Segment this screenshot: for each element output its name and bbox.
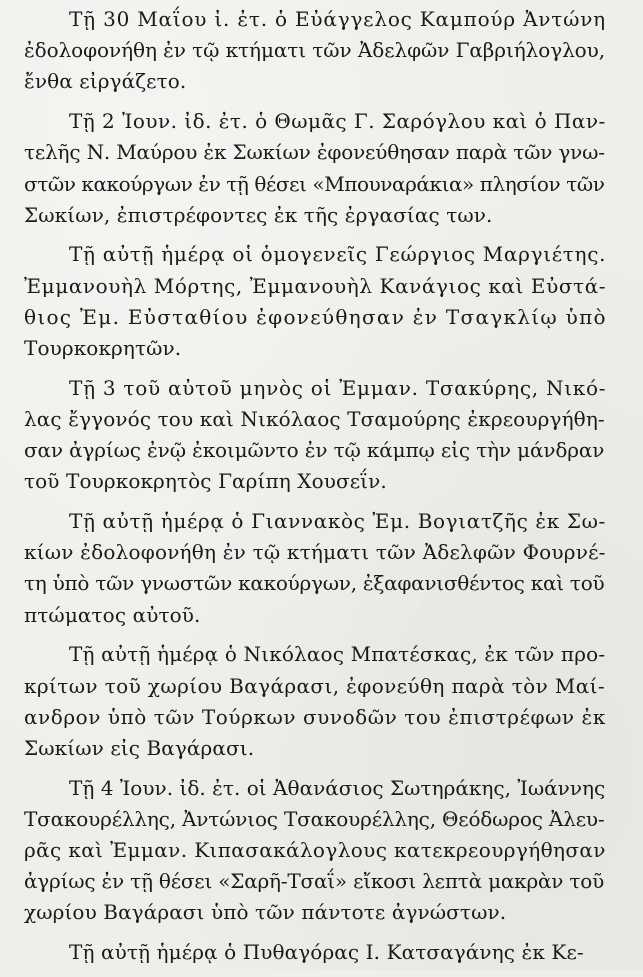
paragraph — [24, 373, 610, 498]
text-line: Σωκίων, ἐπιστρέφοντες ἐκ τῆς ἐργασίας των. — [24, 202, 493, 227]
text-line: κίων ἐδολοφονήθη ἐν τῷ κτήματι τῶν Ἀδελφῶν Φουρνέ- — [24, 540, 606, 565]
text-line: Τῇ 3 τοῦ αὐτοῦ μηνὸς οἱ Ἐμμαν. Τσακύρης, Νικό- — [69, 375, 607, 400]
text-line: ἀγρίως ἐν τῇ θέσει «Σαρῆ-Τσαΐ» εἴκοσι λεπτὰ μακρὰν τοῦ — [24, 869, 605, 894]
paragraph — [24, 239, 610, 364]
text-line: Τῇ 4 Ἰουν. ἰδ. ἐτ. οἱ Ἀθανάσιος Σωτηράκης, Ἰωάννης — [69, 775, 606, 800]
text-line: θιος Ἐμ. Εὐσταθίου ἐφονεύθησαν ἐν Τσαγκλίῳ ὑπὸ — [24, 304, 607, 329]
text-line: τοῦ Τουρκοκρητὸς Γαρίπη Χουσεΐν. — [24, 469, 387, 494]
text-line: ρᾶς καὶ Ἐμμαν. Κιπασακάλογλους κατεκρεουργήθησαν — [24, 838, 606, 863]
paragraph — [24, 4, 610, 98]
text-line: ανδρον ὑπὸ τῶν Τούρκων συνοδῶν του ἐπιστρέφων ἐκ — [24, 704, 606, 729]
paragraph — [24, 639, 610, 764]
text-line: Τουρκοκρητῶν. — [24, 336, 182, 361]
text-line: Τῇ αὐτῇ ἡμέρᾳ ὁ Πυθαγόρας Ι. Κατσαγάνης ἐκ Κε- — [69, 940, 584, 965]
text-line: ἔνθα εἰργάζετο. — [24, 69, 187, 94]
text-line: Τῇ 2 Ἰουν. ἰδ. ἐτ. ὁ Θωμᾶς Γ. Σαρόγλου καὶ ὁ Παν- — [69, 109, 606, 134]
text-line: Ἐμμανουὴλ Μόρτης, Ἐμμανουὴλ Κανάγιος καὶ Εὐστά- — [24, 273, 607, 298]
text-line: στῶν κακούργων ἐν τῇ θέσει «Μπουναράκια» πλησίον τῶν — [24, 171, 605, 196]
text-line: σαν ἀγρίως ἐνῷ ἐκοιμῶντο ἐν τῷ κάμπῳ εἰς τὴν μάνδραν — [24, 438, 605, 463]
text-line: χωρίου Βαγάρασι ὑπὸ τῶν πάντοτε ἀγνώστων. — [24, 900, 507, 925]
paragraph — [24, 506, 610, 631]
text-line: τελῆς Ν. Μαύρου ἐκ Σωκίων ἐφονεύθησαν παρὰ τῶν γνω- — [24, 140, 605, 165]
text-line: ἐδολοφονήθη ἐν τῷ κτήματι τῶν Ἀδελφῶν Γαβριήλογλου, — [24, 38, 605, 63]
text-line: Τῇ αὐτῇ ἡμέρᾳ ὁ Νικόλαος Μπατέσκας, ἐκ τῶν προ- — [69, 642, 606, 667]
paragraph — [24, 937, 610, 968]
text-line: Τῇ αὐτῇ ἡμέρᾳ ὁ Γιαννακὸς Ἐμ. Βογιατζῆς ἐκ Σω- — [69, 509, 606, 534]
text-line: κρίτων τοῦ χωρίου Βαγάρασι, ἐφονεύθη παρὰ τὸν Μαί- — [24, 673, 606, 698]
text-line: λας ἔγγονός του καὶ Νικόλαος Τσαμούρης ἐκρεουργήθη- — [24, 406, 605, 431]
text-line: Τσακουρέλλης, Ἀντώνιος Τσακουρέλλης, Θεόδωρος Ἀλευ- — [24, 806, 605, 831]
text-line: Τῇ 30 Μαΐου ἰ. ἐτ. ὁ Εὐάγγελος Καμπούρ Ἀντώνη — [69, 7, 606, 31]
text-line: Σωκίων εἰς Βαγάρασι. — [24, 735, 255, 760]
paragraph — [24, 773, 610, 929]
text-line: πτώματος αὐτοῦ. — [24, 602, 201, 627]
document-body — [24, 4, 610, 977]
paragraph — [24, 106, 610, 231]
text-line: τη ὑπὸ τῶν γνωστῶν κακούργων, ἐξαφανισθέντος καὶ τοῦ — [24, 571, 605, 596]
text-line: Τῇ αὐτῇ ἡμέρᾳ οἱ ὁμογενεῖς Γεώργιος Μαργιέτης. — [69, 242, 607, 267]
